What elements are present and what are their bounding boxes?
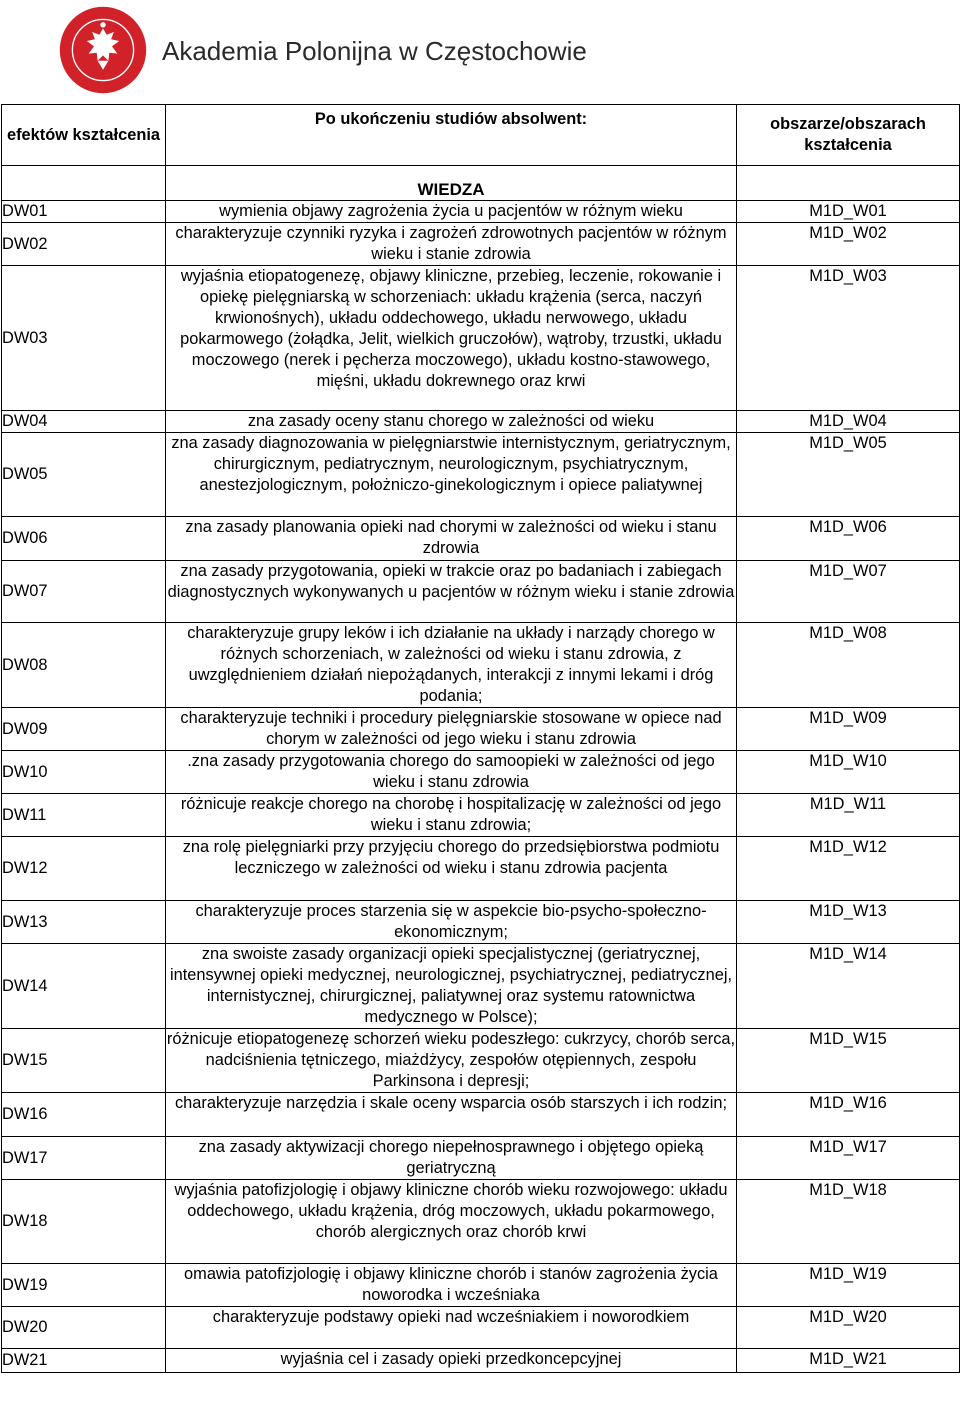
area-code: M1D_W07 xyxy=(737,561,960,623)
table-row xyxy=(2,944,960,1029)
outcome-code: DW18 xyxy=(2,1180,166,1264)
area-code: M1D_W19 xyxy=(737,1264,960,1307)
area-code: M1D_W11 xyxy=(737,794,960,837)
outcome-code: DW02 xyxy=(2,223,166,266)
table-row xyxy=(2,708,960,751)
outcome-description: charakteryzuje proces starzenia się w aspekcie bio-psycho-społeczno-ekonomicznym; xyxy=(166,901,737,944)
outcome-description: zna swoiste zasady organizacji opieki specjalistycznej (geriatrycznej, intensywnej opieki medycznej, neurologicznej, psychiatrycznej, pediatrycznej, internistycznej, chirurgicznej, paliatywnej oraz systemu ratownictwa medycznego w Polsce); xyxy=(166,944,737,1029)
outcome-code: DW19 xyxy=(2,1264,166,1307)
learning-outcomes-table xyxy=(1,104,960,1373)
outcome-description: charakteryzuje narzędzia i skale oceny wsparcia osób starszych i ich rodzin; xyxy=(166,1093,737,1137)
area-code: M1D_W21 xyxy=(737,1349,960,1373)
area-code: M1D_W09 xyxy=(737,708,960,751)
table-row xyxy=(2,751,960,794)
outcome-description: różnicuje etiopatogenezę schorzeń wieku podeszłego: cukrzycy, chorób serca, nadciśnienia tętniczego, miażdżycy, zespołów otępiennych, zespołu Parkinsona i depresji; xyxy=(166,1029,737,1093)
table-row xyxy=(2,266,960,411)
column-header-outcome: efektów kształcenia xyxy=(2,105,166,166)
outcome-description: zna rolę pielęgniarki przy przyjęciu chorego do przedsiębiorstwa podmiotu leczniczego w zależności od wieku i stanu zdrowia pacjenta xyxy=(166,837,737,901)
area-code: M1D_W15 xyxy=(737,1029,960,1093)
outcome-code: DW13 xyxy=(2,901,166,944)
table-row xyxy=(2,623,960,708)
page-header xyxy=(0,0,960,98)
outcome-description: zna zasady planowania opieki nad chorymi w zależności od wieku i stanu zdrowia xyxy=(166,517,737,561)
outcome-code: DW14 xyxy=(2,944,166,1029)
area-code: M1D_W17 xyxy=(737,1137,960,1180)
outcome-description: różnicuje reakcje chorego na chorobę i hospitalizację w zależności od jego wieku i stanu zdrowia; xyxy=(166,794,737,837)
section-empty-cell xyxy=(2,166,166,201)
outcome-code: DW05 xyxy=(2,433,166,517)
section-row xyxy=(2,166,960,201)
outcome-code: DW10 xyxy=(2,751,166,794)
table-row xyxy=(2,1180,960,1264)
outcome-description: zna zasady diagnozowania w pielęgniarstwie internistycznym, geriatrycznym, chirurgicznym, pediatrycznym, neurologicznym, psychiatrycznym, anestezjologicznym, położniczo-ginekologicznym i opiece paliatywnej xyxy=(166,433,737,517)
area-code: M1D_W03 xyxy=(737,266,960,411)
outcome-code: DW20 xyxy=(2,1307,166,1349)
outcome-code: DW07 xyxy=(2,561,166,623)
section-empty-cell xyxy=(737,166,960,201)
outcome-description: wymienia objawy zagrożenia życia u pacjentów w różnym wieku xyxy=(166,201,737,223)
area-code: M1D_W04 xyxy=(737,411,960,433)
table-row xyxy=(2,1137,960,1180)
outcome-code: DW04 xyxy=(2,411,166,433)
outcome-code: DW21 xyxy=(2,1349,166,1373)
table-row xyxy=(2,433,960,517)
area-code: M1D_W20 xyxy=(737,1307,960,1349)
area-code: M1D_W10 xyxy=(737,751,960,794)
outcome-description: charakteryzuje techniki i procedury pielęgniarskie stosowane w opiece nad chorym w zależności od jego wieku i stanu zdrowia xyxy=(166,708,737,751)
outcome-code: DW01 xyxy=(2,201,166,223)
outcome-description: omawia patofizjologię i objawy kliniczne chorób i stanów zagrożenia życia noworodka i wcześniaka xyxy=(166,1264,737,1307)
institution-name: Akademia Polonijna w Częstochowie xyxy=(162,36,587,66)
area-code: M1D_W06 xyxy=(737,517,960,561)
table-row xyxy=(2,223,960,266)
table-row xyxy=(2,411,960,433)
area-code: M1D_W05 xyxy=(737,433,960,517)
outcome-description: charakteryzuje czynniki ryzyka i zagrożeń zdrowotnych pacjentów w różnym wieku i stanie zdrowia xyxy=(166,223,737,266)
area-code: M1D_W02 xyxy=(737,223,960,266)
table-row xyxy=(2,901,960,944)
table-row xyxy=(2,1264,960,1307)
outcome-description: zna zasady oceny stanu chorego w zależności od wieku xyxy=(166,411,737,433)
column-header-area: obszarze/obszarach kształcenia xyxy=(737,105,960,166)
outcome-code: DW17 xyxy=(2,1137,166,1180)
outcome-code: DW11 xyxy=(2,794,166,837)
outcome-code: DW09 xyxy=(2,708,166,751)
header-row xyxy=(2,105,960,166)
area-code: M1D_W08 xyxy=(737,623,960,708)
outcome-description: charakteryzuje grupy leków i ich działanie na układy i narządy chorego w różnych schorzeniach, w zależności od wieku i stanu zdrowia, z uwzględnieniem działań niepożądanych, interakcji z innymi lekami i dróg podania; xyxy=(166,623,737,708)
area-code: M1D_W14 xyxy=(737,944,960,1029)
outcome-description: wyjaśnia etiopatogenezę, objawy kliniczne, przebieg, leczenie, rokowanie i opiekę pielęgniarską w schorzeniach: układu krążenia (serca, naczyń krwionośnych), układu oddechowego, układu nerwowego, układu pokarmowego (żołądka, Jelit, wielkich gruczołów), wątroby, trzustki, układu moczowego (nerek i pęcherza moczowego), układu kostno-stawowego, mięśni, układu dokrewnego oraz krwi xyxy=(166,266,737,411)
table-row xyxy=(2,837,960,901)
area-code: M1D_W18 xyxy=(737,1180,960,1264)
outcome-code: DW06 xyxy=(2,517,166,561)
table-row xyxy=(2,201,960,223)
outcome-code: DW08 xyxy=(2,623,166,708)
outcome-description: wyjaśnia cel i zasady opieki przedkoncepcyjnej xyxy=(166,1349,737,1373)
outcome-code: DW12 xyxy=(2,837,166,901)
outcome-code: DW15 xyxy=(2,1029,166,1093)
table-row xyxy=(2,1029,960,1093)
outcome-code: DW16 xyxy=(2,1093,166,1137)
table-row xyxy=(2,794,960,837)
area-code: M1D_W01 xyxy=(737,201,960,223)
column-header-description: Po ukończeniu studiów absolwent: xyxy=(166,105,737,166)
outcome-description: zna zasady przygotowania, opieki w trakcie oraz po badaniach i zabiegach diagnostycznych wykonywanych u pacjentów w różnym wieku i stanie zdrowia xyxy=(166,561,737,623)
table-row xyxy=(2,1093,960,1137)
area-code: M1D_W16 xyxy=(737,1093,960,1137)
outcome-description: zna zasady aktywizacji chorego niepełnosprawnego i objętego opieką geriatryczną xyxy=(166,1137,737,1180)
table-row xyxy=(2,561,960,623)
outcome-description: .zna zasady przygotowania chorego do samoopieki w zależności od jego wieku i stanu zdrowia xyxy=(166,751,737,794)
section-label: WIEDZA xyxy=(166,166,737,201)
table-row xyxy=(2,517,960,561)
academy-logo-icon xyxy=(58,5,148,95)
outcome-description: wyjaśnia patofizjologię i objawy kliniczne chorób wieku rozwojowego: układu oddechowego, układu krążenia, dróg moczowych, układu pokarmowego, chorób alergicznych oraz chorób krwi xyxy=(166,1180,737,1264)
area-code: M1D_W12 xyxy=(737,837,960,901)
table-row xyxy=(2,1349,960,1373)
area-code: M1D_W13 xyxy=(737,901,960,944)
table-row xyxy=(2,1307,960,1349)
outcome-code: DW03 xyxy=(2,266,166,411)
outcome-description: charakteryzuje podstawy opieki nad wcześniakiem i noworodkiem xyxy=(166,1307,737,1349)
